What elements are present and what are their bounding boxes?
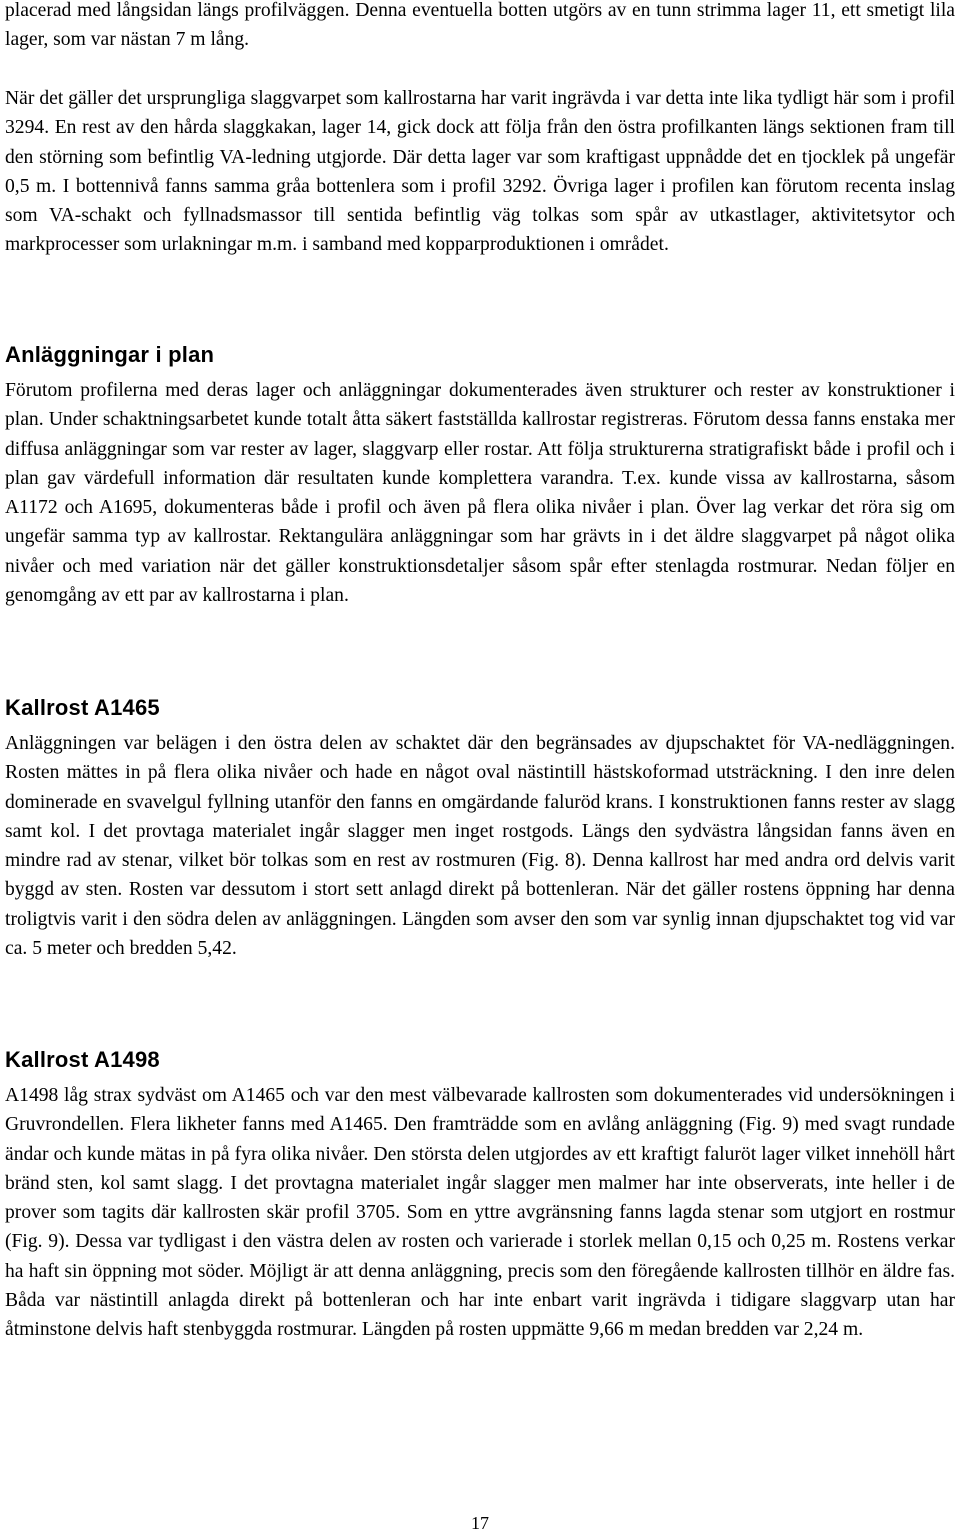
page-number: 17 — [471, 1513, 489, 1533]
document-page — [5, 0, 955, 1537]
heading-kallrost-a1498: Kallrost A1498 — [5, 1047, 160, 1072]
paragraph-a1465: Anläggningen var belägen i den östra delen av schaktet där den begränsades av djupschaktet för VA-nedläggningen. Rosten mättes in på flera olika nivåer och hade en något oval nästintill hästskoformad utsträckning. I den inre delen dominerade en svavelgul fyllning utanför den fanns en omgärdande faluröd krans. I konstruktionen fanns rester av slagg samt kol. I det provtaga materialet ingår slagger men inget rostgods. Längs den sydvästra långsidan fanns även en mindre rad av stenar, vilket bör tolkas som en rest av rostmuren (Fig. 8). Denna kallrost har med andra ord delvis varit byggd av sten. Rosten var dessutom i stort sett anlagd direkt på bottenleran. När det gäller rostens öppning har denna troligtvis varit i den södra delen av anläggningen. Längden som avser den som var synlig innan djupschaktet tog vid var ca. 5 meter och bredden 5,42. — [5, 733, 955, 960]
paragraph-continued: placerad med långsidan längs profilväggen. Denna eventuella botten utgörs av en tunn strimma lager 11, ett smetigt lila lager, som var nästan 7 m lång. — [5, 0, 955, 51]
paragraph-anlaggningar: Förutom profilerna med deras lager och anläggningar dokumenterades även strukturer och rester av konstruktioner i plan. Under schaktningsarbetet kunde totalt åtta säkert fastställda kallrostar registreras. Förutom dessa fanns enstaka mer diffusa anläggningar som var rester av lager, slaggvarp eller rostar. Att följa strukturerna stratigrafiskt både i profil och i plan gav värdefull information där resultaten kunde komplettera varandra. T.ex. kunde vissa av kallrostarna, såsom A1172 och A1695, dokumenteras både i profil och även på flera olika nivåer i plan. Över lag verkar det röra sig om ungefär samma typ av kallrostar. Rektangulära anläggningar som har grävts in i det äldre slaggvarpet på något olika nivåer och med variation när det gäller konstruktionsdetaljer såsom spår efter stenlagda rostmurar. Nedan följer en genomgång av ett par av kallrostarna i plan. — [5, 380, 955, 607]
paragraph-a1498: A1498 låg strax sydväst om A1465 och var den mest välbevarade kallrosten som dokumenterades vid undersökningen i Gruvrondellen. Flera likheter fanns med A1465. Den framträdde som en avlång anläggning (Fig. 9) med svagt rundade ändar och kunde mätas in på fyra olika nivåer. Den största delen utgjordes av ett kraftigt faluröt lager vilket innehöll hårt bränd sten, kol samt slagg. I det provtagna materialet ingår slagger men malmer har inte observerats, inte heller i de prover som tagits där kallrosten skär profil 3705. Som en yttre avgränsning fanns lagda stenar som utgjort en rostmur (Fig. 9). Dessa var tydligast i den västra delen av rosten och varierade i storlek mellan 0,15 och 0,25 m. Rostens verkar ha haft sin öppning mot söder. Möjligt är att denna anläggning, precis som den föregående kallrosten tillhör en äldre fas. Båda var nästintill anlagda direkt på bottenleran och har inte enbart varit ingrävda i tidigare slaggvarp utan har åtminstone delvis haft stenbyggda rostmurar. Längden på rosten uppmätte 9,66 m medan bredden var 2,24 m. — [5, 1085, 955, 1341]
paragraph-slaggvarp: När det gäller det ursprungliga slaggvarpet som kallrostarna har varit ingrävda i var detta inte lika tydligt här som i profil 3294. En rest av den hårda slaggkakan, lager 14, gick dock att följa från den östra profilkanten längs sektionen fram till den störning som befintlig VA-ledning utgjorde. Där detta lager var som kraftigast uppnådde det en tjocklek på ungefär 0,5 m. I bottennivå fanns samma gråa bottenlera som i profil 3292. Övriga lager i profilen kan förutom recenta inslag som VA-schakt och fyllnadsmassor till sentida befintlig väg tolkas som spår av utkastlager, aktivitetsytor och markprocesser som urlakningar m.m. i samband med kopparproduktionen i området. — [5, 88, 955, 256]
heading-kallrost-a1465: Kallrost A1465 — [5, 695, 160, 720]
heading-anlaggningar-i-plan: Anläggningar i plan — [5, 342, 215, 367]
